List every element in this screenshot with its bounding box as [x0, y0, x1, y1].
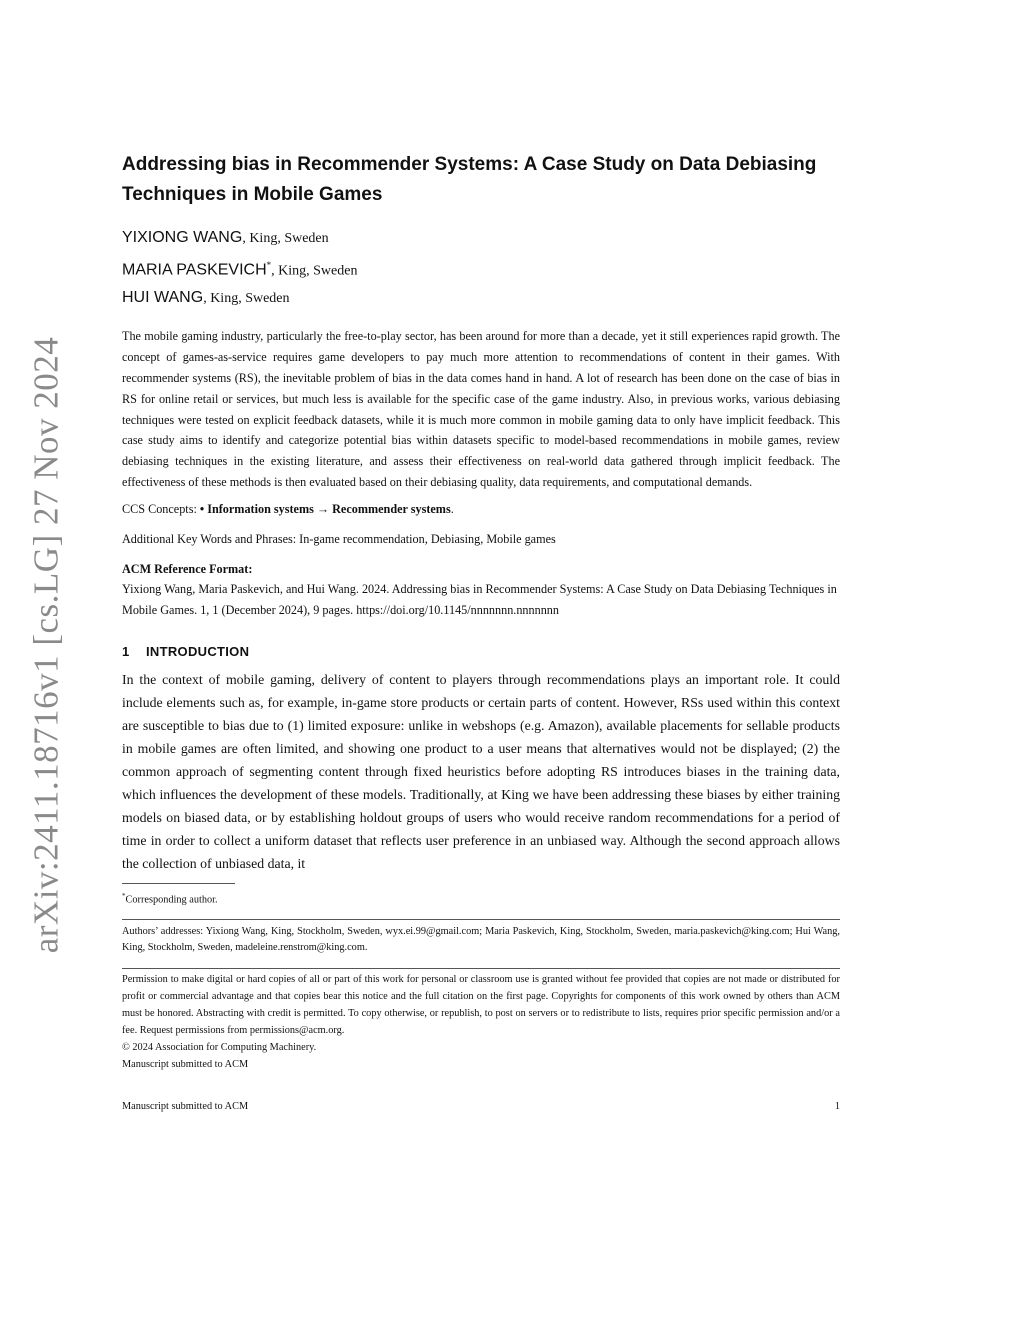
ccs-concept: Information systems	[207, 501, 314, 516]
arxiv-sidebar	[23, 336, 69, 954]
author-entry	[122, 224, 840, 252]
corresponding-author-mark: *	[266, 260, 272, 270]
ccs-bullet: •	[199, 501, 205, 516]
author-entry	[122, 252, 840, 284]
ccs-label: CCS Concepts:	[122, 501, 200, 516]
footnote-mark: *	[122, 892, 126, 901]
address-divider	[122, 919, 840, 920]
reference-format-heading: ACM Reference Format:	[122, 561, 253, 576]
author-affiliation: , King, Sweden	[242, 231, 329, 246]
author-name: HUI WANG	[122, 289, 204, 307]
footnote-divider	[122, 883, 235, 884]
section-heading	[122, 643, 840, 661]
paper-page	[122, 150, 840, 1073]
paper-title: Addressing bias in Recommender Systems: A Case Study on Data Debiasing Techniques in Mobile Games	[122, 154, 817, 205]
footnote-text: Corresponding author.	[125, 894, 218, 906]
section-number: 1	[122, 644, 130, 660]
section-title: INTRODUCTION	[146, 644, 250, 660]
introduction-text: In the context of mobile gaming, delivery of content to players through recommendations plays an important role. It could include elements such as, for example, in-game store products or certain parts of content. However, RSs used within this context are susceptible to bias due to (1) limited exposure: unlike in webshops (e.g. Amazon), available placements for sellable products in mobile games are often limited, and showing one product to a user means that alternatives would not be displayed; (2) the common approach of segmenting content through fixed heuristics before adopting RS introduces biases in the training data, which influences the development of these models. Traditionally, at King we have been addressing these biases by either training models on biased data, or by establishing holdout groups of users who would receive random recommendations for a period of time in order to collect a uniform dataset that reflects user preference in an unbiased way. Although the second approach allows the collection of unbiased data, it	[122, 672, 840, 872]
footer-manuscript-note: Manuscript submitted to ACM	[122, 1101, 249, 1112]
arxiv-identifier: arXiv:2411.18716v1 [cs.LG] 27 Nov 2024	[26, 336, 66, 954]
keywords: Additional Key Words and Phrases: In-game recommendation, Debiasing, Mobile games	[122, 531, 556, 546]
author-list	[122, 224, 840, 312]
author-affiliation: , King, Sweden	[271, 263, 358, 279]
ccs-arrow: →	[316, 501, 330, 516]
author-name: YIXIONG WANG	[122, 229, 243, 246]
permission-notice: Permission to make digital or hard copies of all or part of this work for personal or classroom use is granted without fee provided that copies are not made or distributed for profit or commercial advantage and that copies bear this notice and the full citation on the first page. Copyrights for components of this work owned by others than ACM must be honored. Abstracting with credit is permitted. To copy otherwise, or republish, to post on servers or to redistribute to lists, requires prior specific permission and/or a fee. Request permissions from permissions@acm.org.	[122, 973, 840, 1036]
abstract: The mobile gaming industry, particularly the free-to-play sector, has been around for more than a decade, yet it still experiences rapid growth. The concept of games-as-service requires game developers to pay much more attention to recommendations of content in their games. With recommender systems (RS), the inevitable problem of bias in the data comes hand in hand. A lot of research has been done on the case of bias in RS for online retail or services, but much less is available for the specific case of the game industry. Also, in previous works, various debiasing techniques were tested on explicit feedback datasets, while it is much more common in mobile gaming data to only have implicit feedback. This case study aims to identify and categorize potential bias within datasets specific to model-based recommendations in mobile games, review debiasing techniques in the existing literature, and assess their effectiveness on real-world data gathered through implicit feedback. The effectiveness of these methods is then evaluated based on their debiasing quality, data requirements, and computational demands.	[122, 329, 840, 489]
reference-format-text: Yixiong Wang, Maria Paskevich, and Hui Wang. 2024. Addressing bias in Recommender Systems: A Case Study on Data Debiasing Techniques in Mobile Games. 1, 1 (December 2024), 9 pages. https://doi.org/10.1145/nnnnnnn.nnnnnnn	[122, 581, 837, 617]
footnote	[122, 888, 840, 908]
ccs-period: .	[450, 501, 454, 516]
copyright-notice: © 2024 Association for Computing Machinery.	[122, 1041, 317, 1053]
ccs-concepts	[122, 500, 840, 518]
author-affiliation: , King, Sweden	[203, 291, 290, 307]
page-footer	[122, 1101, 840, 1112]
permission-divider	[122, 968, 840, 969]
manuscript-note: Manuscript submitted to ACM	[122, 1058, 249, 1070]
author-name: MARIA PASKEVICH	[122, 261, 267, 279]
ccs-subconcept: Recommender systems	[332, 501, 451, 516]
author-addresses: Authors’ addresses: Yixiong Wang, King, Stockholm, Sweden, wyx.ei.99@gmail.com; Maria Paskevich, King, Stockholm, Sweden, maria.paskevich@king.com; Hui Wang, King, Stockholm, Sweden, madeleine.renstrom@king.com.	[122, 925, 840, 953]
page-number: 1	[834, 1101, 840, 1112]
author-entry	[122, 284, 840, 312]
